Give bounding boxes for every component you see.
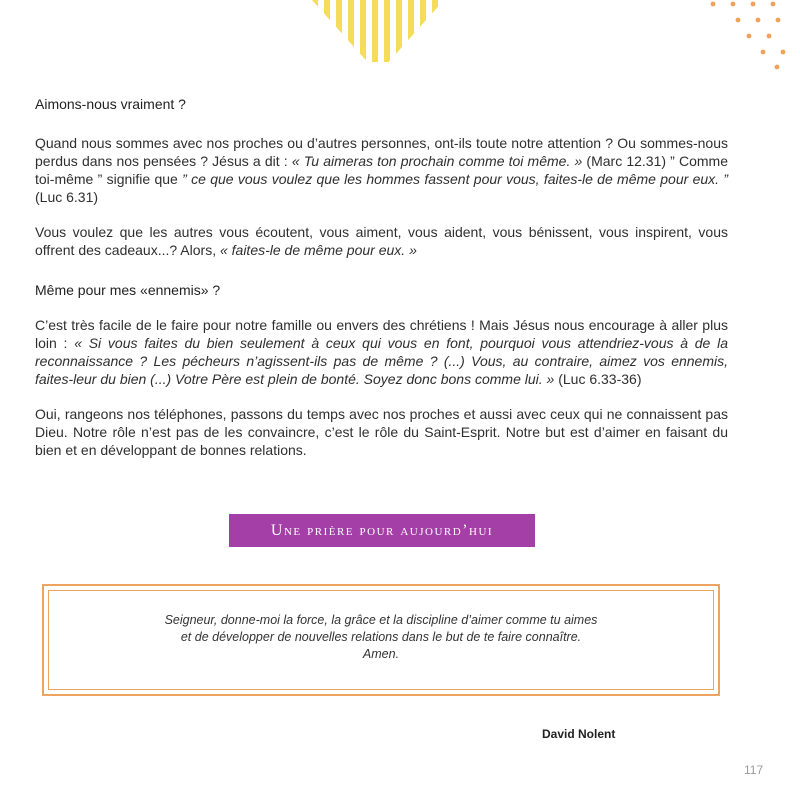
prayer-banner-title: Une prière pour aujourd’hui [270, 521, 494, 539]
section-heading-aimons: Aimons-nous vraiment ? [35, 96, 186, 112]
page-number: 117 [744, 763, 764, 777]
prayer-banner [229, 514, 535, 547]
prayer-line-2: et de développer de nouvelles relations dans le but de te faire connaître. [180, 630, 582, 644]
article-body [35, 96, 728, 459]
decorative-orange-dots [705, 0, 800, 75]
prayer-line-3: Amen. [362, 647, 400, 661]
paragraph-faites-le: Vous voulez que les autres vous écoutent, vous aiment, vous aident, vous bénissent, vous inspirent, vous offrent des cadeaux...? Alors, « faites-le de même pour eux. » [35, 224, 728, 258]
decorative-yellow-stripes [312, 0, 444, 62]
section-heading-ennemis: Même pour mes «ennemis» ? [35, 282, 221, 298]
prayer-frame [42, 584, 720, 696]
paragraph-ennemis: C’est très facile de le faire pour notre famille ou envers des chrétiens ! Mais Jésus nous encourage à aller plus loin : « Si vous faites du bien seulement à ceux qui vous en font, pourquoi vous attendriez-vous à de la reconnaissance ? Les pécheurs n’agissent-ils pas de même ? (...) Vous, au contraire, aimez vos ennemis, faites-leur du bien (...) Votre Père est plein de bonté. Soyez donc bons comme lui. » (Luc 6.33-36) [35, 317, 728, 387]
prayer-line-1: Seigneur, donne-moi la force, la grâce et la discipline d’aimer comme tu aimes [164, 613, 598, 627]
paragraph-attention: Quand nous sommes avec nos proches ou d’autres personnes, ont-ils toute notre attention ? Ou sommes-nous perdus dans nos pensées ? Jésus a dit : « Tu aimeras ton prochain comme toi même. » (Marc 12.31) ” Comme toi-même ” signifie que ” ce que vous voulez que les hommes fassent pour vous, faites-le de même pour eux. ” (Luc 6.31) [35, 135, 729, 205]
paragraph-telephones: Oui, rangeons nos téléphones, passons du temps avec nos proches et aussi avec ceux qui ne connaissent pas Dieu. Notre rôle n’est pas de les convaincre, c’est le rôle du Saint-Esprit. Notre but est d’aimer en faisant du bien et en développant de bonnes relations. [35, 406, 728, 458]
prayer-text [44, 612, 718, 663]
author-name: David Nolent [542, 727, 616, 741]
